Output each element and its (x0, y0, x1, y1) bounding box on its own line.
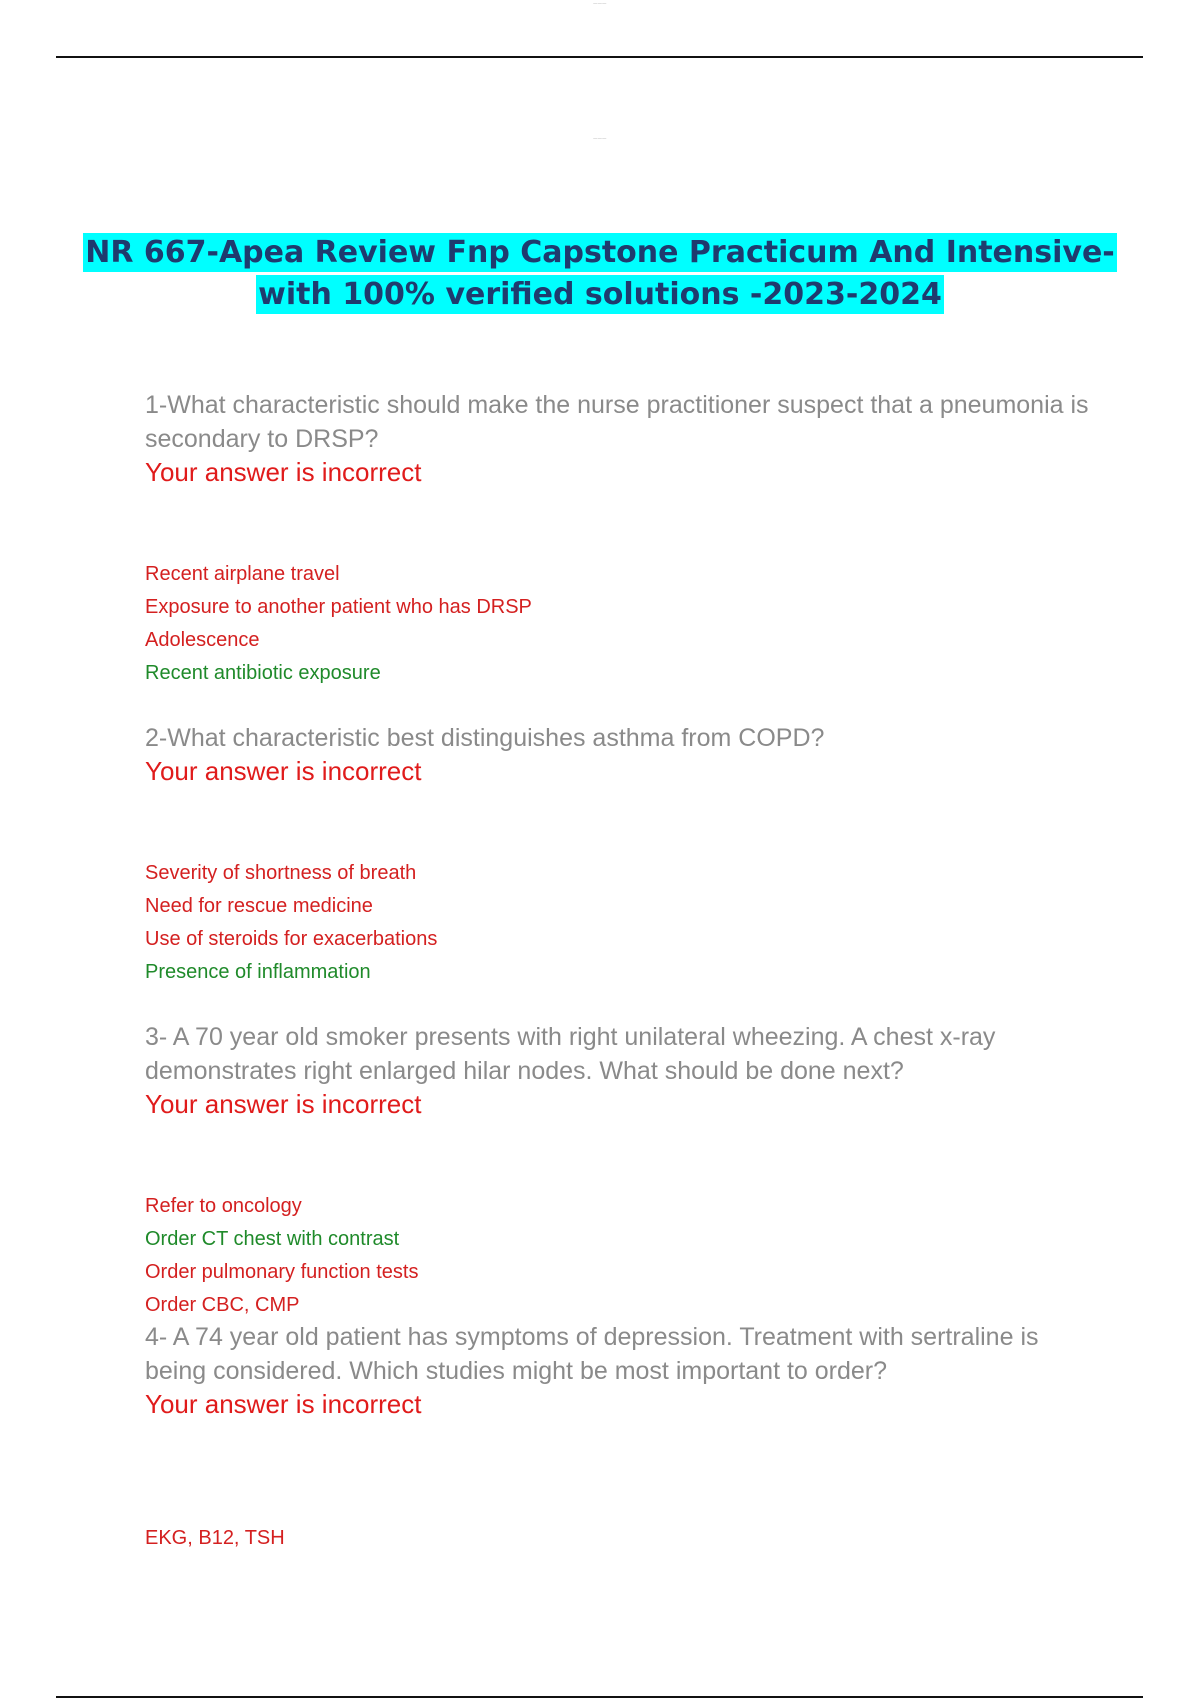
answer-verdict: Your answer is incorrect (145, 756, 422, 786)
option: Severity of shortness of breath (145, 862, 417, 884)
option: Adolescence (145, 629, 260, 651)
option-correct: Order CT chest with contrast (145, 1228, 400, 1250)
option: EKG, B12, TSH (145, 1527, 285, 1549)
header-mark: ——— (593, 0, 607, 5)
question-text: 1-What characteristic should make the nurse practitioner suspect that a pneumonia is secondary to DRSP? (145, 391, 1089, 453)
question-block-4 (145, 1320, 1105, 1420)
option: Use of steroids for exacerbations (145, 928, 438, 950)
option-correct: Presence of inflammation (145, 961, 371, 983)
question-block-3 (145, 1020, 1105, 1120)
option: Refer to oncology (145, 1195, 302, 1217)
title-line-2: with 100% verified solutions -2023-2024 (258, 277, 942, 312)
option-list-4 (145, 1522, 1105, 1555)
option: Recent airplane travel (145, 563, 340, 585)
option: Order CBC, CMP (145, 1294, 300, 1316)
option: Exposure to another patient who has DRSP (145, 596, 532, 618)
top-rule (56, 56, 1143, 58)
header-submark: ——— (593, 135, 607, 140)
document-title (0, 232, 1200, 316)
bottom-rule (56, 1696, 1143, 1698)
option-correct: Recent antibiotic exposure (145, 662, 381, 684)
title-line-1: NR 667-Apea Review Fnp Capstone Practicum And Intensive- (85, 235, 1115, 270)
option-list-2 (145, 857, 1105, 989)
answer-verdict: Your answer is incorrect (145, 1389, 422, 1419)
question-text: 2-What characteristic best distinguishes asthma from COPD? (145, 724, 825, 752)
option: Need for rescue medicine (145, 895, 373, 917)
question-block-2 (145, 721, 1105, 787)
option-list-1 (145, 558, 1105, 690)
answer-verdict: Your answer is incorrect (145, 457, 422, 487)
answer-verdict: Your answer is incorrect (145, 1089, 422, 1119)
question-block-1 (145, 388, 1105, 488)
option: Order pulmonary function tests (145, 1261, 419, 1283)
option-list-3 (145, 1190, 1105, 1322)
question-text: 4- A 74 year old patient has symptoms of depression. Treatment with sertraline is being considered. Which studies might be most important to order? (145, 1323, 1039, 1385)
question-text: 3- A 70 year old smoker presents with right unilateral wheezing. A chest x-ray demonstrates right enlarged hilar nodes. What should be done next? (145, 1023, 996, 1085)
